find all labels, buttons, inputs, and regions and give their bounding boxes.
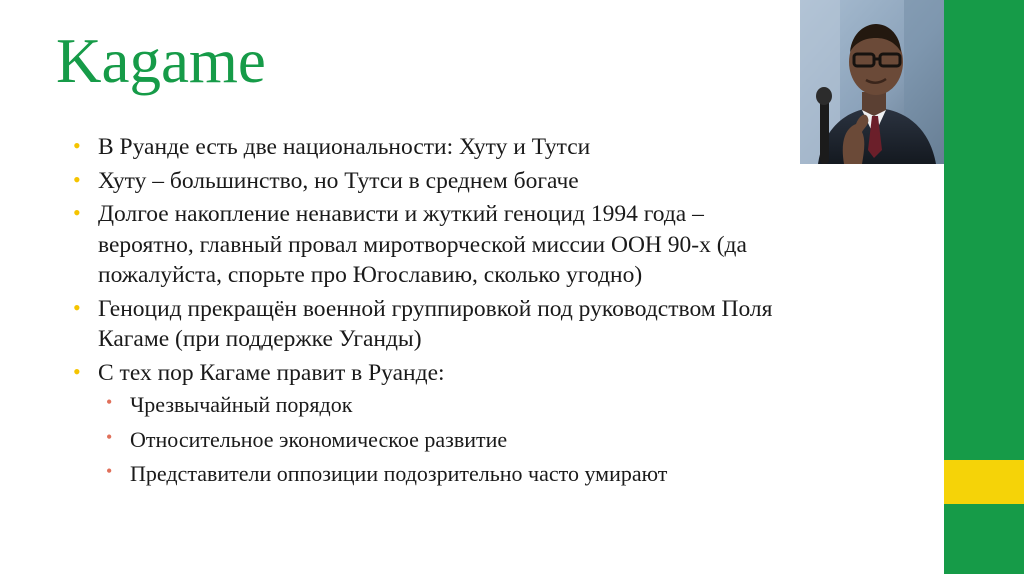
bullet-icon: • — [73, 294, 81, 320]
right-yellow-band — [944, 460, 1024, 504]
bullet-list — [56, 132, 786, 489]
sub-bullet-list — [98, 390, 786, 488]
sub-list-item — [98, 459, 786, 488]
bullet-icon: • — [73, 358, 81, 384]
sub-list-item-text: Чрезвычайный порядок — [130, 392, 353, 418]
list-item — [56, 199, 786, 291]
bullet-icon: • — [73, 200, 81, 226]
sub-list-item — [98, 425, 786, 454]
bullet-icon: • — [73, 133, 81, 158]
list-item-text: Долгое накопление ненависти и жуткий геноцид 1994 года – вероятно, главный провал миротворческой миссии ООН 90-х (да пожалуйста, спорьте про Югославию, сколько угодно) — [98, 201, 747, 289]
portrait-photo-image — [800, 0, 944, 164]
list-item-text: С тех пор Кагаме правит в Руанде: — [98, 359, 445, 386]
sub-list-item-text: Представители оппозиции подозрительно часто умирают — [130, 461, 668, 487]
content-body — [56, 132, 786, 494]
list-item — [56, 166, 786, 197]
list-item-text: В Руанде есть две национальности: Хуту и Тутси — [98, 134, 591, 160]
list-item — [56, 358, 786, 489]
right-green-band — [944, 0, 1024, 460]
bullet-icon: • — [73, 166, 81, 192]
list-item — [56, 294, 786, 355]
page-title: Kagame — [56, 26, 266, 96]
sub-bullet-icon: • — [106, 426, 113, 447]
sub-bullet-icon: • — [106, 392, 113, 413]
list-item-text: Хуту – большинство, но Тутси в среднем богаче — [98, 167, 579, 194]
sub-bullet-icon: • — [106, 461, 113, 482]
list-item-text: Геноцид прекращён военной группировкой под руководством Поля Кагаме (при поддержке Уганды) — [98, 295, 773, 353]
sub-list-item — [98, 390, 786, 419]
sub-list-item-text: Относительное экономическое развитие — [130, 426, 508, 452]
list-item — [56, 132, 786, 163]
right-green-band-bottom — [944, 504, 1024, 574]
portrait-photo — [800, 0, 944, 164]
